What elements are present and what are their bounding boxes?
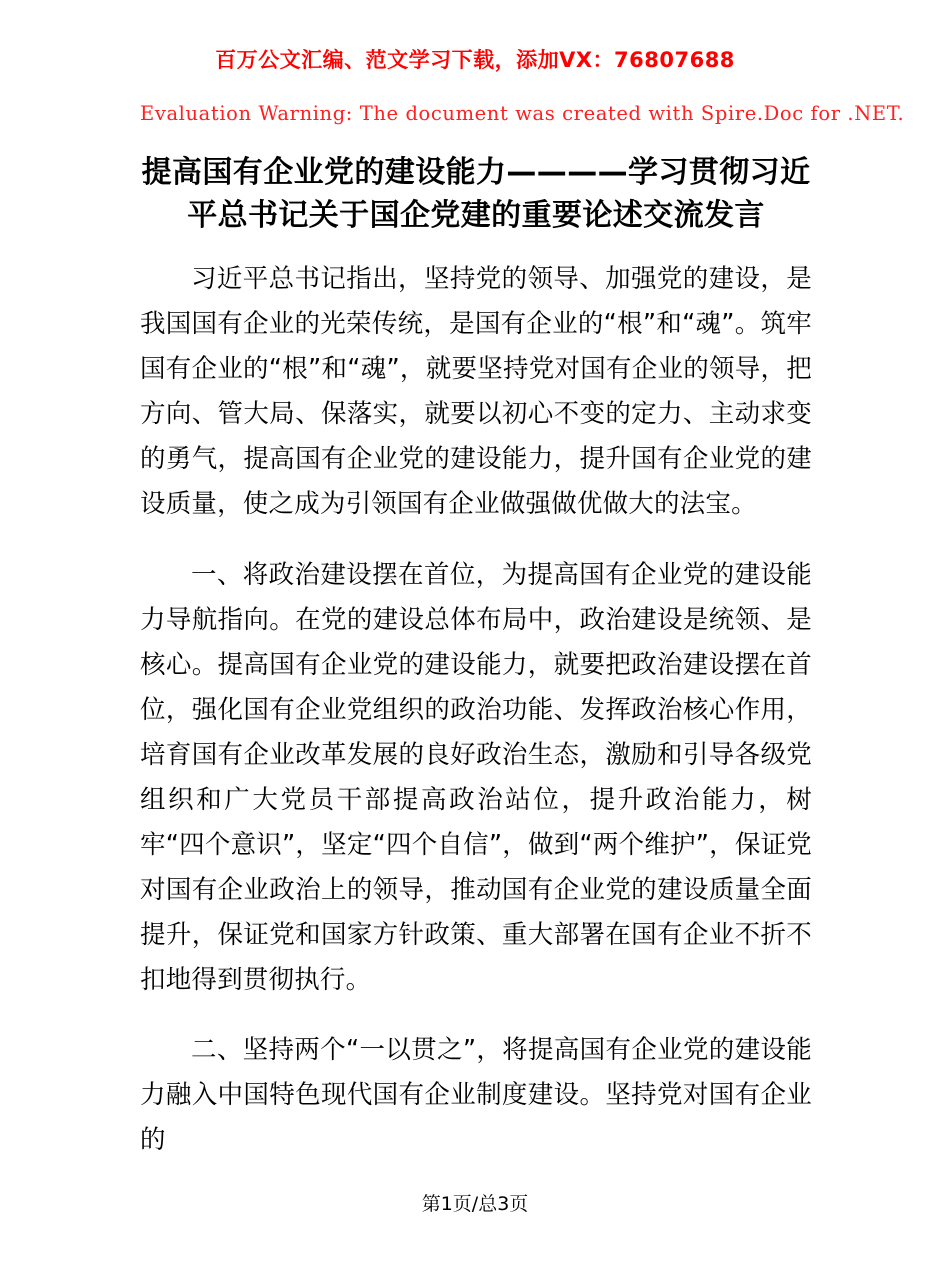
page-footer: 第1页/总3页: [421, 1193, 529, 1215]
document-page: [0, 44, 950, 1274]
evaluation-warning: Evaluation Warning: The document was created with Spire.Doc for .NET.: [140, 102, 905, 125]
paragraph-2: 一、将政治建设摆在首位，为提高国有企业党的建设能力导航指向。在党的建设总体布局中，政治建设是统领、是核心。提高国有企业党的建设能力，就要把政治建设摆在首位，强化国有企业党组织的政治功能、发挥政治核心作用，培育国有企业改革发展的良好政治生态，激励和引导各级党组织和广大党员干部提高政治站位，提升政治能力，树牢“四个意识”，坚定“四个自信”，做到“两个维护”，保证党对国有企业政治上的领导，推动国有企业党的建设质量全面提升，保证党和国家方针政策、重大部署在国有企业不折不扣地得到贯彻执行。: [140, 559, 812, 995]
document-body: [0, 151, 950, 1163]
promo-banner: 百万公文汇编、范文学习下载，添加VX：76807688: [215, 48, 735, 72]
page-title: 提高国有企业党的建设能力————学习贯彻习近平总书记关于国企党建的重要论述交流发言: [141, 155, 811, 233]
paragraph-1: 习近平总书记指出，坚持党的领导、加强党的建设，是我国国有企业的光荣传统，是国有企业的“根”和“魂”。筑牢国有企业的“根”和“魂”，就要坚持党对国有企业的领导，把方向、管大局、保落实，就要以初心不变的定力、主动求变的勇气，提高国有企业党的建设能力，提升国有企业党的建设质量，使之成为引领国有企业做强做优做大的法宝。: [140, 264, 812, 520]
paragraph-3: 二、坚持两个“一以贯之”，将提高国有企业党的建设能力融入中国特色现代国有企业制度建设。坚持党对国有企业的: [140, 1035, 812, 1156]
